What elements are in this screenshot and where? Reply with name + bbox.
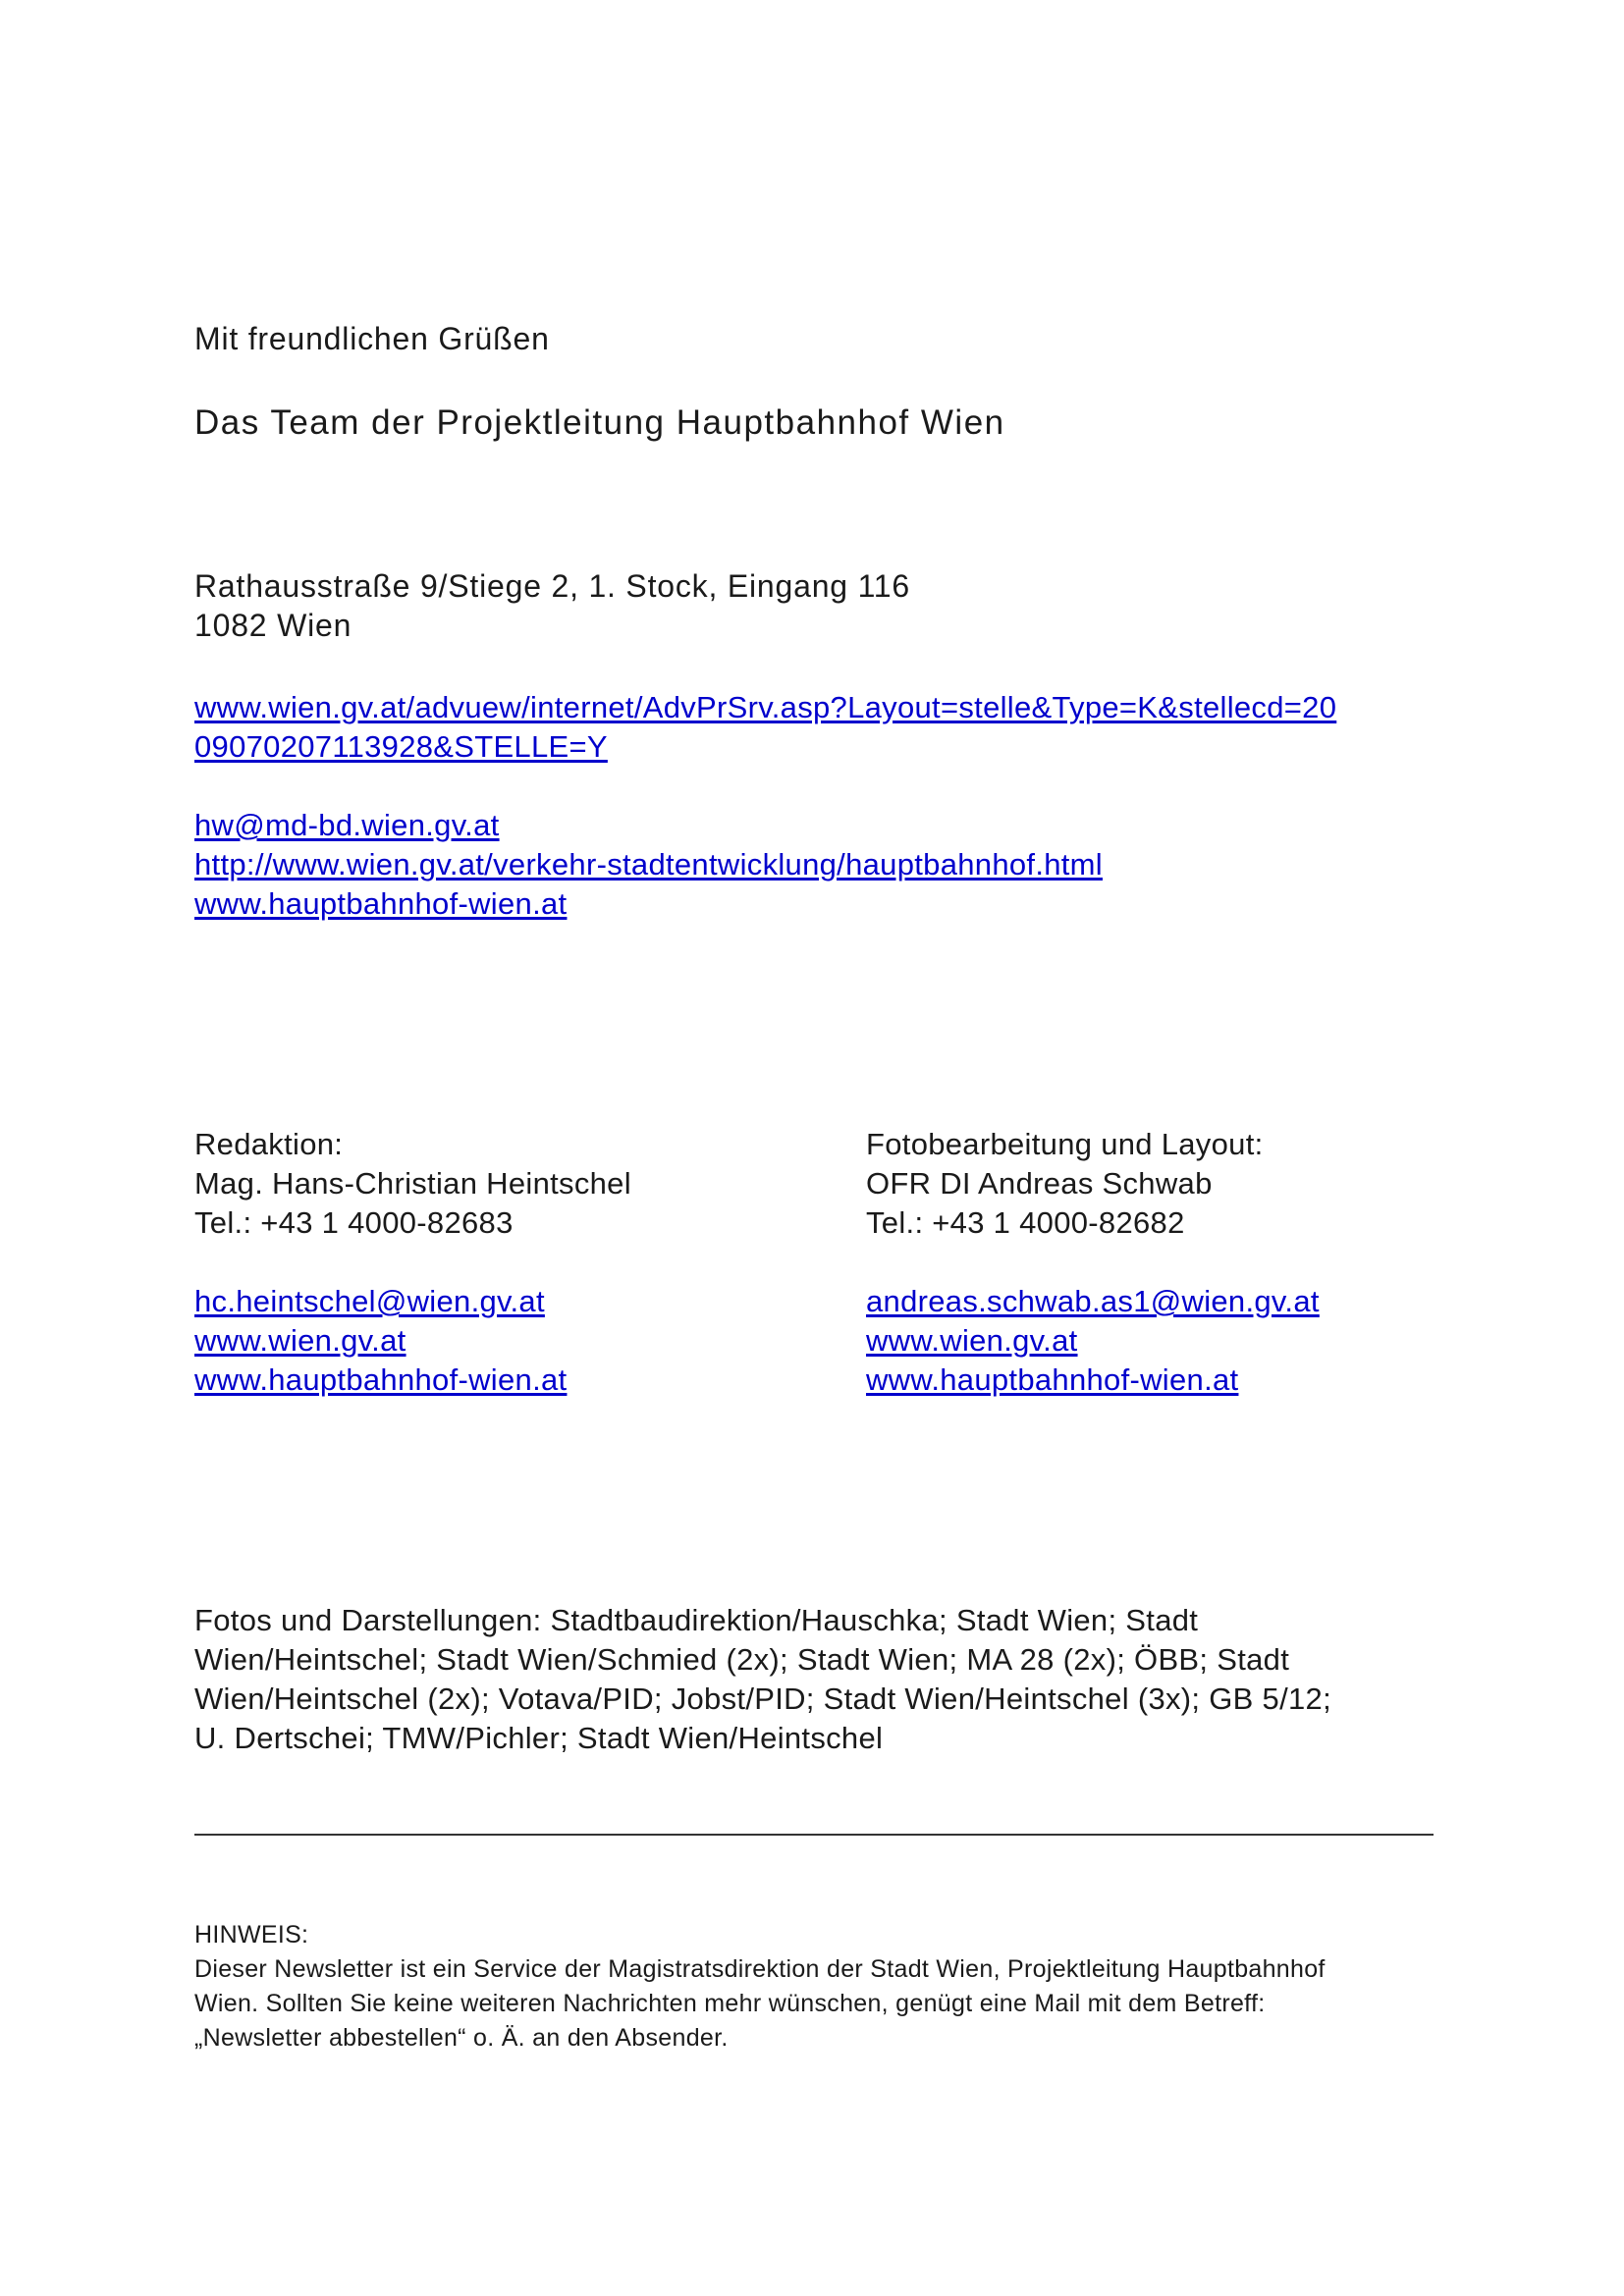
redaktion-email-link[interactable]: hc.heintschel@wien.gv.at — [194, 1284, 545, 1318]
address-city: 1082 Wien — [194, 608, 352, 643]
redaktion-tel: Tel.: +43 1 4000-82683 — [194, 1205, 514, 1240]
hauptbahnhof-link[interactable]: www.hauptbahnhof-wien.at — [194, 886, 568, 921]
photo-credits-line2: Wien/Heintschel; Stadt Wien/Schmied (2x); Stadt Wien; MA 28 (2x); ÖBB; Stadt — [194, 1642, 1290, 1677]
photo-credits-line1: Fotos und Darstellungen: Stadtbaudirektion/Hauschka; Stadt Wien; Stadt — [194, 1603, 1199, 1637]
advuew-link-line2[interactable]: 09070207113928&STELLE=Y — [194, 729, 608, 764]
layout-hauptbahnhof-link[interactable]: www.hauptbahnhof-wien.at — [866, 1362, 1239, 1397]
notice-heading: HINWEIS: — [194, 1921, 309, 1949]
notice-line3: „Newsletter abbestellen“ o. Ä. an den Absender. — [194, 2024, 729, 2052]
photo-credits-line4: U. Dertschei; TMW/Pichler; Stadt Wien/Heintschel — [194, 1721, 884, 1755]
divider-line — [194, 1834, 1434, 1836]
redaktion-web-link[interactable]: www.wien.gv.at — [194, 1323, 406, 1358]
team-signature: Das Team der Projektleitung Hauptbahnhof Wien — [194, 403, 1005, 442]
greeting: Mit freundlichen Grüßen — [194, 321, 550, 356]
verkehr-link[interactable]: http://www.wien.gv.at/verkehr-stadtentwicklung/hauptbahnhof.html — [194, 847, 1103, 881]
address-street: Rathausstraße 9/Stiege 2, 1. Stock, Eingang 116 — [194, 568, 910, 604]
project-email-link[interactable]: hw@md-bd.wien.gv.at — [194, 808, 500, 842]
layout-name: OFR DI Andreas Schwab — [866, 1166, 1213, 1201]
advuew-link-line1[interactable]: www.wien.gv.at/advuew/internet/AdvPrSrv.asp?Layout=stelle&Type=K&stellecd=20 — [194, 690, 1337, 724]
photo-credits-line3: Wien/Heintschel (2x); Votava/PID; Jobst/PID; Stadt Wien/Heintschel (3x); GB 5/12; — [194, 1682, 1331, 1716]
redaktion-name: Mag. Hans-Christian Heintschel — [194, 1166, 631, 1201]
layout-tel: Tel.: +43 1 4000-82682 — [866, 1205, 1185, 1240]
notice-line1: Dieser Newsletter ist ein Service der Magistratsdirektion der Stadt Wien, Projektleitung Hauptbahnhof — [194, 1955, 1326, 1983]
redaktion-heading: Redaktion: — [194, 1127, 344, 1161]
layout-web-link[interactable]: www.wien.gv.at — [866, 1323, 1078, 1358]
layout-email-link[interactable]: andreas.schwab.as1@wien.gv.at — [866, 1284, 1320, 1318]
notice-line2: Wien. Sollten Sie keine weiteren Nachrichten mehr wünschen, genügt eine Mail mit dem Betreff: — [194, 1990, 1266, 2017]
layout-heading: Fotobearbeitung und Layout: — [866, 1127, 1264, 1161]
redaktion-hauptbahnhof-link[interactable]: www.hauptbahnhof-wien.at — [194, 1362, 568, 1397]
